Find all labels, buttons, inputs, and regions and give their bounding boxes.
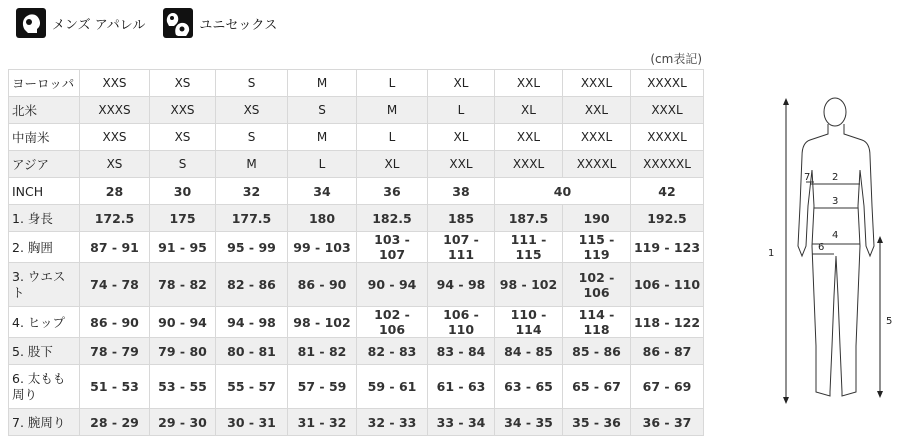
table-cell: 106 - 110: [631, 263, 704, 307]
figure-label-chest: 2: [832, 172, 839, 183]
unit-note: (cm表記): [650, 52, 702, 66]
row-header: 4. ヒップ: [9, 307, 80, 338]
body-measurement-figure: [760, 96, 900, 416]
table-cell: 114 - 118: [563, 307, 631, 338]
table-cell: 91 - 95: [150, 232, 216, 263]
table-cell: 102 - 106: [357, 307, 428, 338]
table-cell: XXL: [495, 70, 563, 97]
table-cell: 94 - 98: [428, 263, 495, 307]
table-row: [9, 124, 704, 151]
male-head-icon: [16, 8, 46, 38]
table-cell: 34: [288, 178, 357, 205]
category-tabs: [16, 6, 277, 40]
table-cell: 118 - 122: [631, 307, 704, 338]
table-cell: 115 - 119: [563, 232, 631, 263]
table-cell: 102 - 106: [563, 263, 631, 307]
table-cell: 90 - 94: [150, 307, 216, 338]
table-cell: 106 - 110: [428, 307, 495, 338]
table-cell: S: [150, 151, 216, 178]
category-label: メンズ アパレル: [52, 17, 146, 33]
table-row: [9, 151, 704, 178]
table-cell: XS: [150, 70, 216, 97]
table-cell: 79 - 80: [150, 338, 216, 365]
table-cell: XXXXL: [631, 124, 704, 151]
table-cell: 67 - 69: [631, 365, 704, 409]
table-cell: 74 - 78: [80, 263, 150, 307]
table-cell: 180: [288, 205, 357, 232]
row-header: 北米: [9, 97, 80, 124]
table-cell: M: [288, 124, 357, 151]
table-cell: 29 - 30: [150, 409, 216, 436]
table-cell: 107 - 111: [428, 232, 495, 263]
table-cell: 172.5: [80, 205, 150, 232]
table-cell: M: [216, 151, 288, 178]
figure-label-thigh: 6: [818, 242, 825, 253]
table-cell: 42: [631, 178, 704, 205]
table-cell: 32 - 33: [357, 409, 428, 436]
table-cell: XXS: [80, 70, 150, 97]
table-cell: XXXXL: [563, 151, 631, 178]
table-cell: L: [357, 124, 428, 151]
table-cell: 182.5: [357, 205, 428, 232]
table-cell: 82 - 83: [357, 338, 428, 365]
row-header: 中南米: [9, 124, 80, 151]
table-cell: XXS: [150, 97, 216, 124]
table-cell: 51 - 53: [80, 365, 150, 409]
body-outline: [760, 96, 900, 416]
table-cell: XXL: [428, 151, 495, 178]
table-cell: 36 - 37: [631, 409, 704, 436]
table-cell: M: [357, 97, 428, 124]
table-cell: 40: [495, 178, 631, 205]
row-header: 6. 太もも周り: [9, 365, 80, 409]
table-cell: 83 - 84: [428, 338, 495, 365]
row-header: 5. 股下: [9, 338, 80, 365]
table-cell: 80 - 81: [216, 338, 288, 365]
table-cell: 36: [357, 178, 428, 205]
table-cell: 85 - 86: [563, 338, 631, 365]
table-cell: 53 - 55: [150, 365, 216, 409]
table-cell: 119 - 123: [631, 232, 704, 263]
row-header: ヨーロッパ: [9, 70, 80, 97]
row-header: 3. ウエスト: [9, 263, 80, 307]
table-cell: 192.5: [631, 205, 704, 232]
table-row: [9, 70, 704, 97]
size-chart-table: [8, 69, 704, 436]
table-cell: XXS: [80, 124, 150, 151]
table-row: [9, 178, 704, 205]
table-cell: 177.5: [216, 205, 288, 232]
table-cell: XS: [150, 124, 216, 151]
table-cell: 55 - 57: [216, 365, 288, 409]
table-cell: 30: [150, 178, 216, 205]
row-header: 1. 身長: [9, 205, 80, 232]
table-cell: XXXL: [495, 151, 563, 178]
table-row: [9, 205, 704, 232]
table-row: [9, 338, 704, 365]
table-cell: L: [288, 151, 357, 178]
figure-label-arm: 7: [804, 172, 811, 183]
table-row: [9, 232, 704, 263]
table-row: [9, 307, 704, 338]
table-cell: 175: [150, 205, 216, 232]
table-cell: 87 - 91: [80, 232, 150, 263]
table-cell: 90 - 94: [357, 263, 428, 307]
category-unisex[interactable]: [163, 8, 277, 38]
table-cell: XL: [428, 70, 495, 97]
figure-label-height: 1: [768, 248, 775, 259]
table-cell: 98 - 102: [288, 307, 357, 338]
table-cell: 57 - 59: [288, 365, 357, 409]
table-row: [9, 263, 704, 307]
table-cell: 63 - 65: [495, 365, 563, 409]
table-cell: S: [288, 97, 357, 124]
category-label: ユニセックス: [199, 17, 278, 33]
table-cell: XXXL: [631, 97, 704, 124]
table-cell: 95 - 99: [216, 232, 288, 263]
table-cell: 65 - 67: [563, 365, 631, 409]
table-cell: 33 - 34: [428, 409, 495, 436]
figure-label-inseam: 5: [886, 316, 893, 327]
table-cell: 86 - 90: [288, 263, 357, 307]
table-cell: 190: [563, 205, 631, 232]
table-cell: 86 - 87: [631, 338, 704, 365]
table-cell: 185: [428, 205, 495, 232]
table-cell: 59 - 61: [357, 365, 428, 409]
table-cell: S: [216, 70, 288, 97]
table-cell: 98 - 102: [495, 263, 563, 307]
table-cell: XXXXXL: [631, 151, 704, 178]
table-cell: 61 - 63: [428, 365, 495, 409]
table-cell: 78 - 82: [150, 263, 216, 307]
table-cell: XL: [428, 124, 495, 151]
row-header: 2. 胸囲: [9, 232, 80, 263]
table-cell: 34 - 35: [495, 409, 563, 436]
table-cell: 82 - 86: [216, 263, 288, 307]
table-cell: XS: [80, 151, 150, 178]
row-header: INCH: [9, 178, 80, 205]
unisex-heads-icon: [163, 8, 193, 38]
table-cell: L: [428, 97, 495, 124]
table-cell: XXL: [495, 124, 563, 151]
table-cell: 111 - 115: [495, 232, 563, 263]
table-row: [9, 97, 704, 124]
category-mens-apparel[interactable]: [16, 8, 145, 38]
table-cell: XXXXL: [631, 70, 704, 97]
table-cell: 38: [428, 178, 495, 205]
table-cell: XXXL: [563, 70, 631, 97]
table-cell: 187.5: [495, 205, 563, 232]
figure-label-waist: 3: [832, 196, 839, 207]
table-cell: XXL: [563, 97, 631, 124]
table-cell: 35 - 36: [563, 409, 631, 436]
table-cell: 103 - 107: [357, 232, 428, 263]
table-cell: XL: [357, 151, 428, 178]
table-cell: XXXS: [80, 97, 150, 124]
table-cell: 31 - 32: [288, 409, 357, 436]
table-cell: 84 - 85: [495, 338, 563, 365]
table-cell: 81 - 82: [288, 338, 357, 365]
figure-label-hip: 4: [832, 230, 839, 241]
table-cell: 94 - 98: [216, 307, 288, 338]
table-cell: L: [357, 70, 428, 97]
table-cell: 110 - 114: [495, 307, 563, 338]
table-cell: 78 - 79: [80, 338, 150, 365]
row-header: 7. 腕周り: [9, 409, 80, 436]
table-cell: 32: [216, 178, 288, 205]
table-row: [9, 409, 704, 436]
table-cell: XL: [495, 97, 563, 124]
row-header: アジア: [9, 151, 80, 178]
table-cell: 28 - 29: [80, 409, 150, 436]
table-cell: XS: [216, 97, 288, 124]
table-cell: 86 - 90: [80, 307, 150, 338]
table-cell: S: [216, 124, 288, 151]
table-cell: M: [288, 70, 357, 97]
table-cell: 99 - 103: [288, 232, 357, 263]
table-cell: XXXL: [563, 124, 631, 151]
table-cell: 30 - 31: [216, 409, 288, 436]
table-row: [9, 365, 704, 409]
table-cell: 28: [80, 178, 150, 205]
